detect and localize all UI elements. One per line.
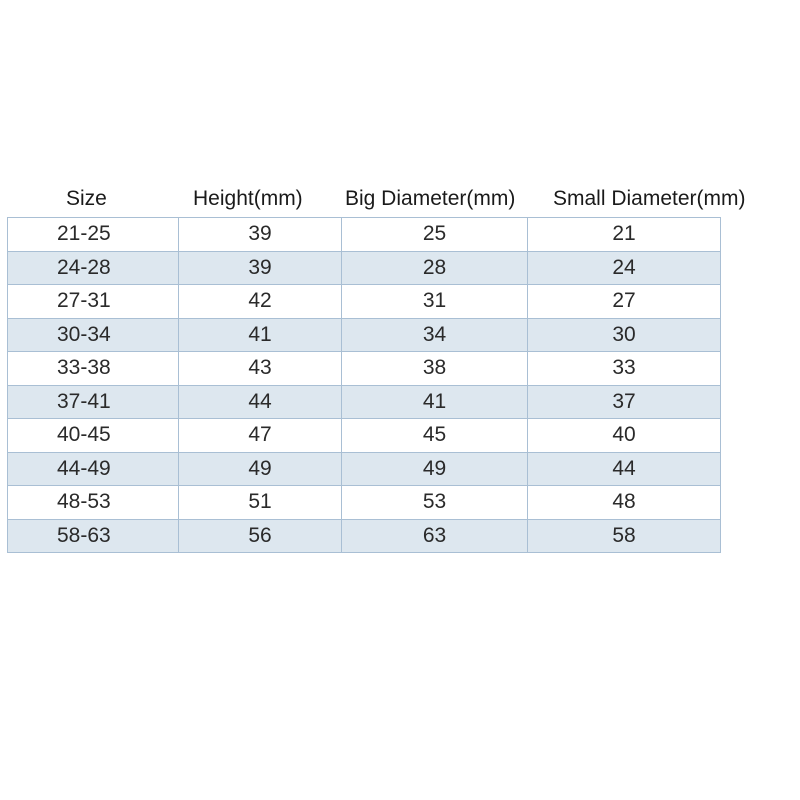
cell-height: 51 (179, 486, 342, 520)
cell-big-diameter: 41 (342, 385, 528, 419)
table-row (8, 419, 721, 453)
cell-small-diameter: 24 (528, 251, 721, 285)
header-small-diameter: Small Diameter(mm) (553, 187, 746, 210)
cell-big-diameter: 38 (342, 352, 528, 386)
cell-size: 40-45 (8, 419, 179, 453)
cell-small-diameter: 58 (528, 519, 721, 553)
table-row (8, 352, 721, 386)
cell-small-diameter: 33 (528, 352, 721, 386)
cell-small-diameter: 44 (528, 452, 721, 486)
table-row (8, 486, 721, 520)
table-row (8, 519, 721, 553)
cell-big-diameter: 63 (342, 519, 528, 553)
cell-small-diameter: 27 (528, 285, 721, 319)
cell-big-diameter: 34 (342, 318, 528, 352)
cell-small-diameter: 48 (528, 486, 721, 520)
table-header-row (0, 182, 800, 216)
cell-height: 43 (179, 352, 342, 386)
table-row (8, 285, 721, 319)
cell-big-diameter: 31 (342, 285, 528, 319)
cell-small-diameter: 40 (528, 419, 721, 453)
header-size: Size (66, 187, 107, 210)
cell-big-diameter: 53 (342, 486, 528, 520)
cell-big-diameter: 25 (342, 218, 528, 252)
cell-big-diameter: 45 (342, 419, 528, 453)
cell-size: 30-34 (8, 318, 179, 352)
cell-height: 44 (179, 385, 342, 419)
cell-height: 41 (179, 318, 342, 352)
table-row (8, 251, 721, 285)
cell-big-diameter: 28 (342, 251, 528, 285)
header-big-diameter: Big Diameter(mm) (345, 187, 516, 210)
cell-size: 44-49 (8, 452, 179, 486)
cell-small-diameter: 30 (528, 318, 721, 352)
cell-height: 49 (179, 452, 342, 486)
cell-height: 56 (179, 519, 342, 553)
size-chart-table (7, 217, 721, 553)
cell-height: 39 (179, 218, 342, 252)
cell-height: 47 (179, 419, 342, 453)
cell-small-diameter: 21 (528, 218, 721, 252)
table-row (8, 452, 721, 486)
cell-height: 39 (179, 251, 342, 285)
table-row (8, 385, 721, 419)
table-row (8, 218, 721, 252)
cell-size: 48-53 (8, 486, 179, 520)
cell-size: 21-25 (8, 218, 179, 252)
cell-size: 27-31 (8, 285, 179, 319)
header-height: Height(mm) (193, 187, 303, 210)
table-row (8, 318, 721, 352)
cell-size: 33-38 (8, 352, 179, 386)
cell-size: 37-41 (8, 385, 179, 419)
cell-big-diameter: 49 (342, 452, 528, 486)
cell-size: 58-63 (8, 519, 179, 553)
cell-height: 42 (179, 285, 342, 319)
cell-size: 24-28 (8, 251, 179, 285)
cell-small-diameter: 37 (528, 385, 721, 419)
